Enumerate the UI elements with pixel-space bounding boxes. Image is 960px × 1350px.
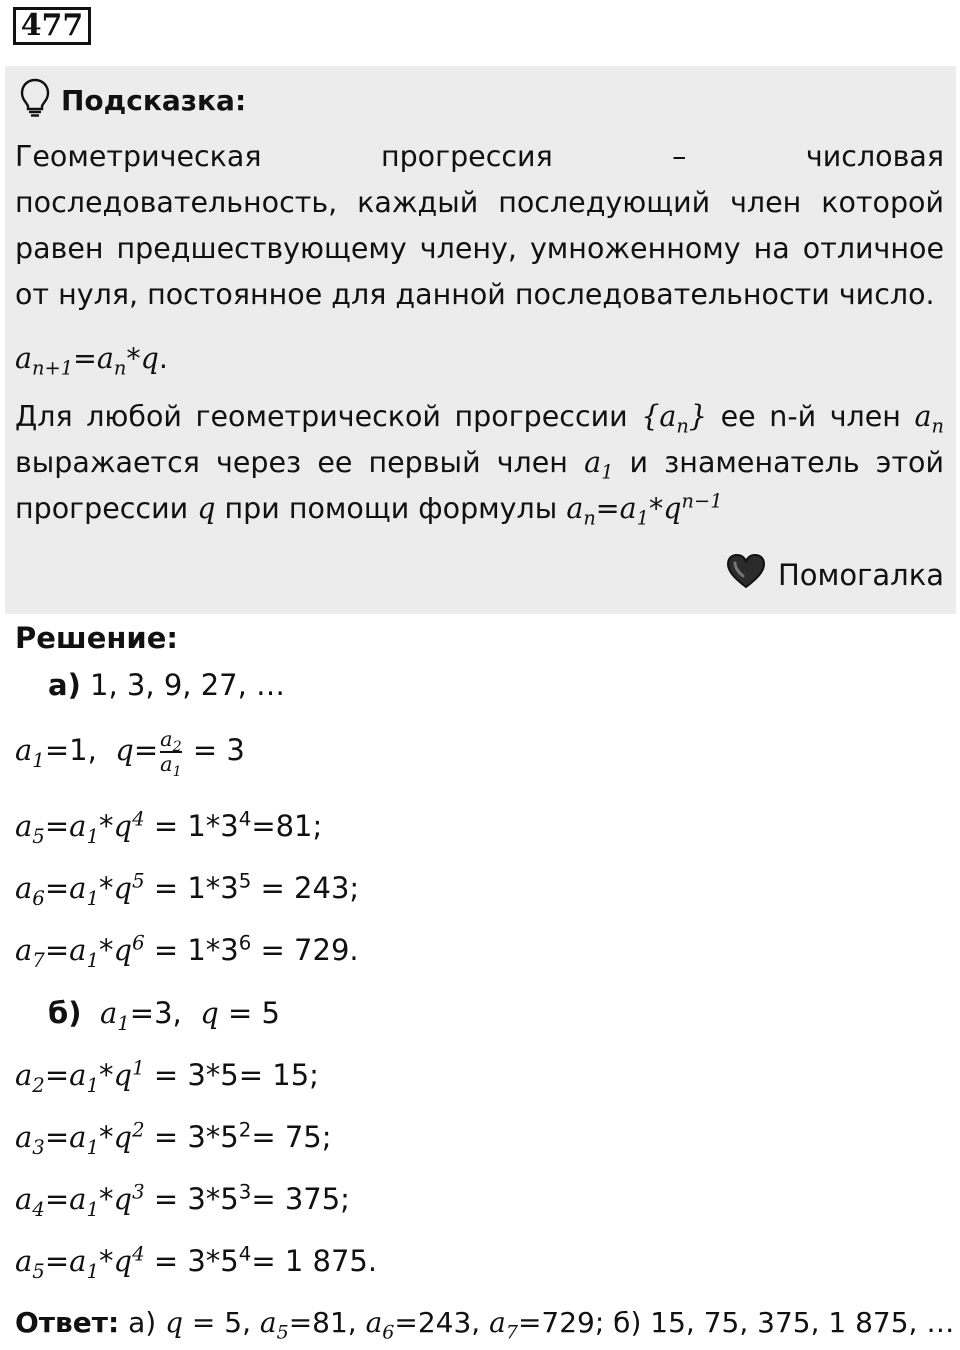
hint-title: Подсказка:	[61, 83, 247, 117]
part-b-line-3: $a_4=a_1*q^3 = 3*5^3= 375$;	[15, 1180, 350, 1221]
hint-definition: Геометрическая прогрессия – числовая последовательность, каждый последующий член которой равен предшествующему члену, умноженному на отличное от нуля, постоянное для данной последовательности число.	[15, 140, 944, 311]
heart-icon	[726, 553, 778, 596]
part-a-line-3: $a_6=a_1*q^5 = 1*3^5 = 243$;	[15, 869, 360, 910]
hint-header	[19, 78, 246, 122]
problem-number: 477	[13, 7, 91, 45]
part-a-header	[48, 665, 285, 705]
solution-title: Решение:	[15, 621, 179, 655]
part-b-line-2: $a_3=a_1*q^2 = 3*5^2= 75$;	[15, 1118, 332, 1159]
hint-text-5: при помощи формулы	[224, 492, 558, 525]
hint-text-2: ее n-й член	[720, 400, 901, 433]
part-a-line-4: $a_7=a_1*q^6 = 1*3^6 = 729$.	[15, 931, 359, 972]
part-a-sequence: 1, 3, 9, 27, …	[90, 668, 286, 702]
part-a-label: а)	[48, 668, 81, 702]
part-b-label: б)	[48, 996, 82, 1030]
part-b-line-1: $a_2=a_1*q^1 = 3*5= 15$;	[15, 1056, 319, 1097]
part-a-line-2: $a_5=a_1*q^4 = 1*3^4=81$;	[15, 807, 323, 848]
helper-link[interactable]	[726, 553, 944, 596]
lightbulb-icon	[19, 78, 51, 122]
hint-box	[5, 66, 956, 614]
helper-label: Помогалка	[778, 557, 944, 592]
hint-text-3: выражается через ее первый член	[15, 446, 568, 479]
hint-text-1: Для любой геометрической прогрессии	[15, 400, 628, 433]
hint-general-term: Для любой геометрической прогрессии $\{a_n\}$ ее n-й член $a_n$ выражается через ее первый член $a_1$ и знаменатель этой прогрессии q при помощи формулы $a_n=a_1*q^{n-1}$	[15, 400, 945, 530]
answer-line: Ответ: а) q = 5, $a_5=81$, $a_6=243$, $a_7=729$; б) 15, 75, 375, 1 875, …	[15, 1306, 955, 1344]
part-b-header: б) $a_1=3$, q = 5	[48, 996, 280, 1035]
hint-text-4: и знаменатель этой прогрессии	[15, 446, 945, 525]
answer-label: Ответ:	[15, 1306, 120, 1339]
part-b-line-4: $a_5=a_1*q^4 = 3*5^4= 1$ 875.	[15, 1242, 378, 1283]
hint-formula: $a_{n+1}=a_n*q$.	[15, 342, 168, 380]
part-a-line-1: $a_1=1$, q= $\frac{a_2}{a_1}$ = 3	[15, 727, 245, 781]
